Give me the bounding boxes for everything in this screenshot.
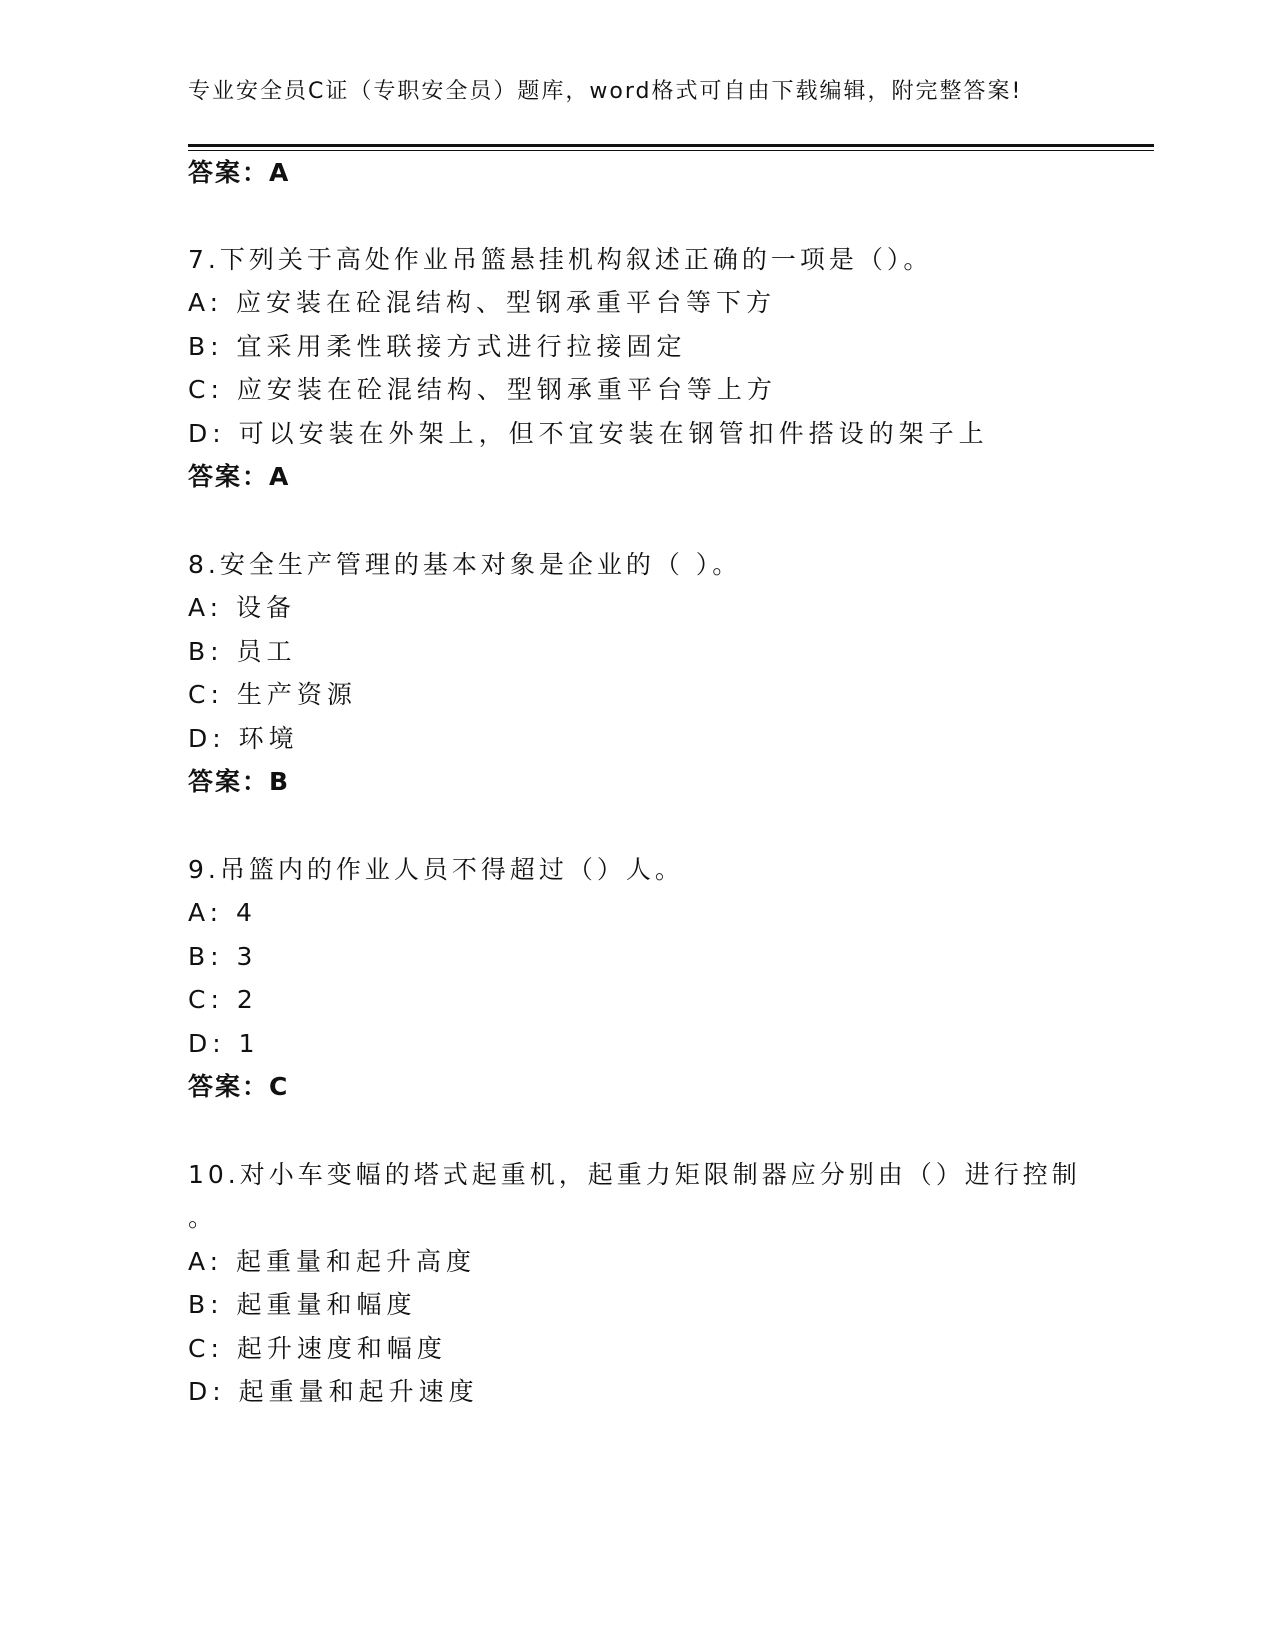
question-10-option-d: D: 起重量和起升速度 [188, 1377, 479, 1406]
question-9-option-d: D: 1 [188, 1029, 260, 1058]
question-10-stem: 10.对小车变幅的塔式起重机，起重力矩限制器应分别由（）进行控制 [188, 1160, 1081, 1189]
answer-previous: 答案：A [188, 158, 291, 187]
header-rule-thick [188, 144, 1154, 147]
header-rule-thin [188, 150, 1154, 151]
question-9-stem: 9.吊篮内的作业人员不得超过（）人。 [188, 855, 684, 884]
question-8-option-a: A: 设备 [188, 593, 297, 622]
question-8-answer: 答案：B [188, 767, 291, 796]
question-9-option-b: B: 3 [188, 942, 258, 971]
question-7-stem: 7.下列关于高处作业吊篮悬挂机构叙述正确的一项是（）。 [188, 245, 933, 274]
question-8-option-c: C: 生产资源 [188, 680, 357, 709]
question-10-stem-continuation: 。 [188, 1203, 218, 1232]
question-10-option-a: A: 起重量和起升高度 [188, 1247, 477, 1276]
page-header: 专业安全员C证（专职安全员）题库，word格式可自由下载编辑，附完整答案! [188, 79, 1023, 104]
question-9-option-a: A: 4 [188, 898, 257, 927]
question-10-option-c: C: 起升速度和幅度 [188, 1334, 447, 1363]
question-8-option-d: D: 环境 [188, 724, 299, 753]
question-7-option-d: D: 可以安装在外架上，但不宜安装在钢管扣件搭设的架子上 [188, 419, 989, 448]
question-8-option-b: B: 员工 [188, 637, 297, 666]
question-9-answer: 答案：C [188, 1072, 290, 1101]
question-8-stem: 8.安全生产管理的基本对象是企业的（ ）。 [188, 550, 742, 579]
question-9-option-c: C: 2 [188, 985, 258, 1014]
question-7-answer: 答案：A [188, 462, 291, 491]
question-7-option-b: B: 宜采用柔性联接方式进行拉接固定 [188, 332, 687, 361]
question-10-option-b: B: 起重量和幅度 [188, 1290, 417, 1319]
question-7-option-a: A: 应安装在砼混结构、型钢承重平台等下方 [188, 288, 777, 317]
question-7-option-c: C: 应安装在砼混结构、型钢承重平台等上方 [188, 375, 777, 404]
